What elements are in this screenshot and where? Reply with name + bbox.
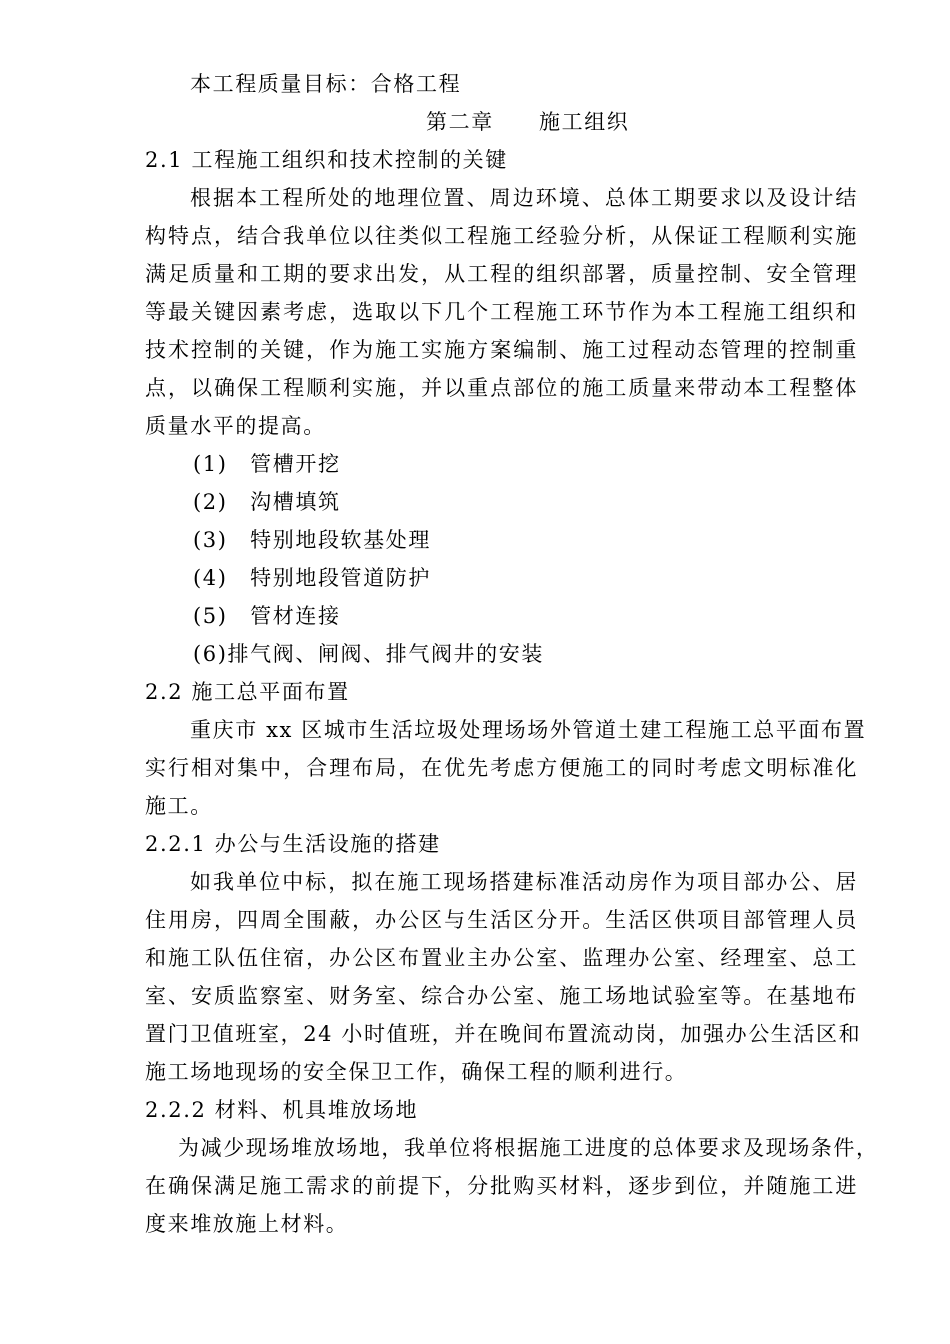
paragraph-line: 实行相对集中，合理布局，在优先考虑方便施工的同时考虑文明标准化 bbox=[145, 756, 858, 780]
paragraph-line: 施工场地现场的安全保卫工作，确保工程的顺利进行。 bbox=[145, 1060, 688, 1084]
quality-goal: 本工程质量目标：合格工程 bbox=[190, 72, 462, 96]
paragraph-line: 如我单位中标，拟在施工现场搭建标准活动房作为项目部办公、居 bbox=[190, 870, 858, 894]
list-item: (3) 特别地段软基处理 bbox=[193, 528, 431, 552]
paragraph-line: 技术控制的关键，作为施工实施方案编制、施工过程动态管理的控制重 bbox=[145, 338, 858, 362]
list-item: (1) 管槽开挖 bbox=[193, 452, 341, 476]
section-heading-2-2: 2.2 施工总平面布置 bbox=[145, 680, 350, 704]
paragraph-line: 度来堆放施上材料。 bbox=[145, 1212, 349, 1236]
list-item: (5) 管材连接 bbox=[193, 604, 341, 628]
paragraph-line: 施工。 bbox=[145, 794, 213, 818]
chapter-title: 第二章 施工组织 bbox=[426, 110, 630, 134]
paragraph-line: 等最关键因素考虑，选取以下几个工程施工环节作为本工程施工组织和 bbox=[145, 300, 858, 324]
paragraph-line: 质量水平的提高。 bbox=[145, 414, 326, 438]
section-heading-2-1: 2.1 工程施工组织和技术控制的关键 bbox=[145, 148, 508, 172]
paragraph-line: 为减少现场堆放场地，我单位将根据施工进度的总体要求及现场条件， bbox=[178, 1136, 879, 1160]
list-item: (4) 特别地段管道防护 bbox=[193, 566, 431, 590]
paragraph-line: 点，以确保工程顺利实施，并以重点部位的施工质量来带动本工程整体 bbox=[145, 376, 858, 400]
paragraph-line: 构特点，结合我单位以往类似工程施工经验分析，从保证工程顺利实施 bbox=[145, 224, 858, 248]
section-heading-2-2-2: 2.2.2 材料、机具堆放场地 bbox=[145, 1098, 419, 1122]
paragraph-line: 置门卫值班室，24 小时值班，并在晚间布置流动岗，加强办公生活区和 bbox=[145, 1022, 862, 1046]
section-heading-2-2-1: 2.2.1 办公与生活设施的搭建 bbox=[145, 832, 441, 856]
paragraph-line: 满足质量和工期的要求出发，从工程的组织部署，质量控制、安全管理 bbox=[145, 262, 858, 286]
paragraph-line: 根据本工程所处的地理位置、周边环境、总体工期要求以及设计结 bbox=[190, 186, 858, 210]
paragraph-line: 室、安质监察室、财务室、综合办公室、施工场地试验室等。在基地布 bbox=[145, 984, 858, 1008]
paragraph-line: 重庆市 xx 区城市生活垃圾处理场场外管道土建工程施工总平面布置 bbox=[190, 718, 867, 742]
list-item: (2) 沟槽填筑 bbox=[193, 490, 341, 514]
paragraph-line: 和施工队伍住宿，办公区布置业主办公室、监理办公室、经理室、总工 bbox=[145, 946, 858, 970]
paragraph-line: 住用房，四周全围蔽，办公区与生活区分开。生活区供项目部管理人员 bbox=[145, 908, 858, 932]
list-item: (6)排气阀、闸阀、排气阀井的安装 bbox=[193, 642, 544, 666]
paragraph-line: 在确保满足施工需求的前提下，分批购买材料，逐步到位，并随施工进 bbox=[145, 1174, 858, 1198]
